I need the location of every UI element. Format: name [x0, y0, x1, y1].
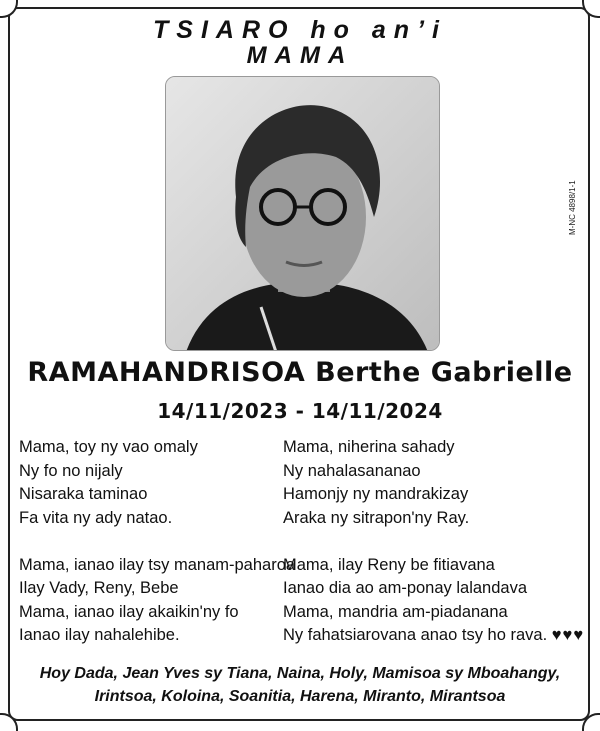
memorial-dates: 14/11/2023 - 14/11/2024 [157, 399, 443, 423]
poem-final-line [283, 624, 584, 648]
portrait-photo [165, 76, 440, 351]
poem-line: Mama, ilay Reny be fitiavana [283, 555, 495, 574]
poem-line: Hamonjy ny mandrakizay [283, 485, 469, 503]
poem-line: Ny fahatsiarovana anao tsy ho rava. [283, 626, 548, 644]
family-signature [0, 662, 600, 708]
family-line: Irintsoa, Koloina, Soanitia, Harena, Miranto, Mirantsoa [94, 688, 506, 705]
family-line: Hoy Dada, Jean Yves sy Tiana, Naina, Holy, Mamisoa sy Mboahangy, [39, 665, 561, 682]
poem-line: Fa vita ny ady natao. [19, 508, 173, 527]
poem-line: Ny nahalasananao [283, 461, 421, 480]
poem-right-column [283, 436, 584, 648]
poem-line: Ny fo no nijaly [19, 461, 123, 480]
poem-line: Mama, niherina sahady [283, 438, 455, 456]
deceased-name: RAMAHANDRISOA Berthe Gabrielle [27, 357, 573, 388]
poem-left-column [19, 436, 295, 648]
poem-line: Ianao ilay nahalehibe. [19, 626, 180, 644]
header-title: TSIARO ho an’i [153, 16, 447, 44]
poem-line: Mama, ianao ilay tsy manam-paharoa [19, 555, 296, 574]
hearts-icon: ♥♥♥ [551, 626, 585, 644]
header-subtitle: MAMA [246, 42, 354, 69]
poem-line: Mama, mandria am-piadanana [283, 602, 508, 621]
poem-line: Mama, toy ny vao omaly [19, 438, 198, 456]
poem-line: Ianao dia ao am-ponay lalandava [283, 579, 528, 597]
poem-line: Araka ny sitrapon'ny Ray. [283, 508, 470, 527]
publication-code: M-NC 4898/1-1 [568, 180, 577, 235]
poem-line: Mama, ianao ilay akaikin'ny fo [19, 602, 239, 621]
poem-line: Ilay Vady, Reny, Bebe [19, 579, 179, 597]
portrait-illustration [166, 77, 440, 351]
poem-line: Nisaraka taminao [19, 485, 148, 503]
